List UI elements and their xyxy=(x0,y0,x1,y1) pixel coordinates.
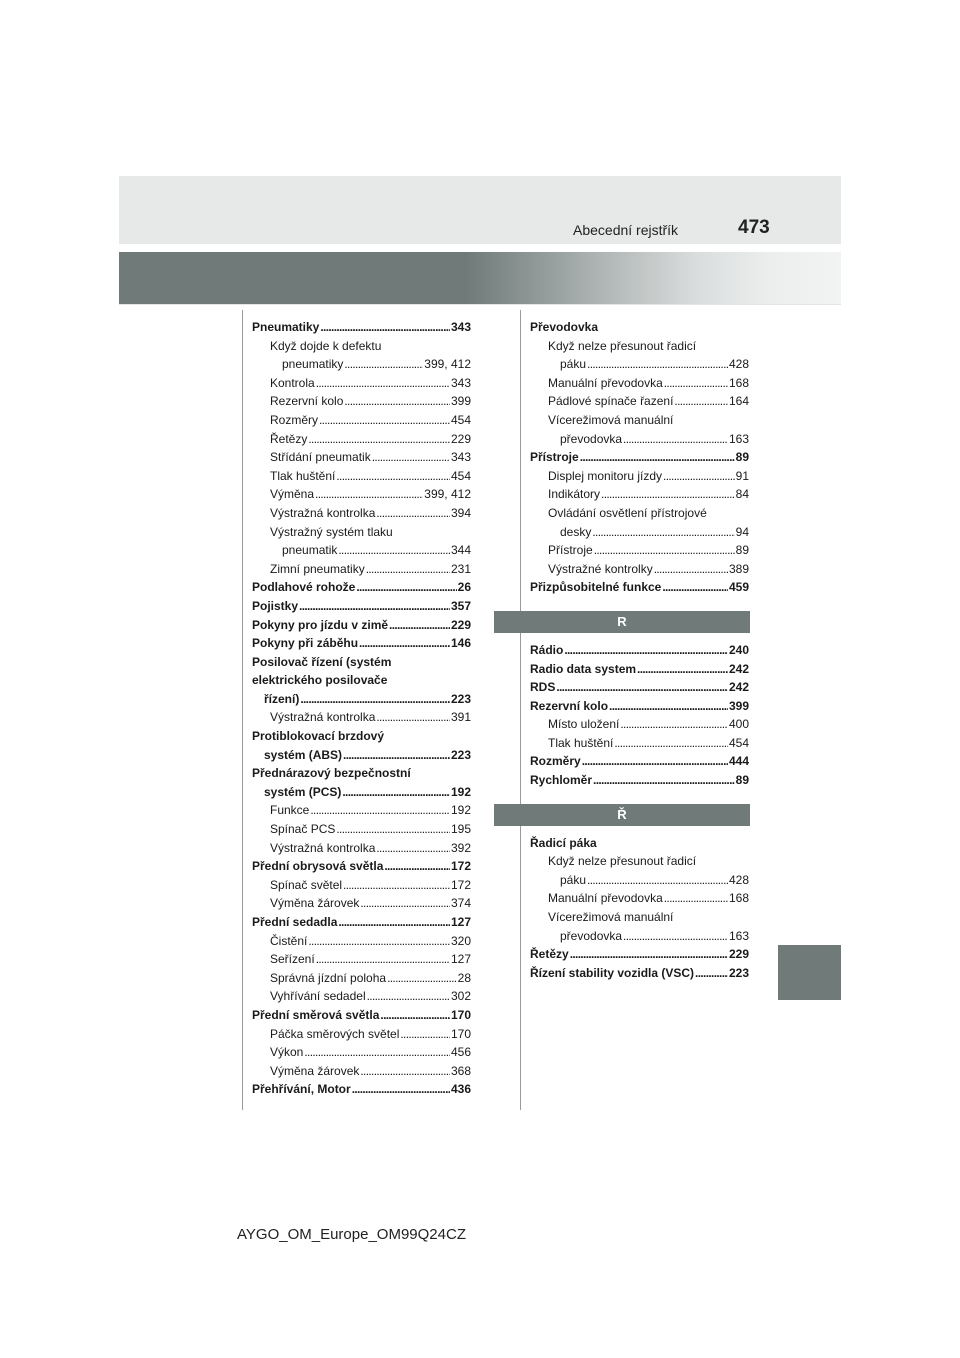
index-entry-page: 302 xyxy=(450,989,471,1004)
dot-leader xyxy=(564,641,728,660)
dot-leader xyxy=(580,448,735,467)
column-divider-left xyxy=(242,310,243,1110)
index-entry-term: Rezervní kolo xyxy=(270,394,344,409)
index-entry-term: Přední sedadla xyxy=(252,915,338,929)
index-entry[interactable] xyxy=(530,485,749,504)
index-entry-page: 357 xyxy=(450,598,471,613)
index-entry-page: 428 xyxy=(728,872,749,887)
dot-leader xyxy=(695,964,728,983)
document-code: AYGO_OM_Europe_OM99Q24CZ xyxy=(237,1226,466,1243)
dot-leader xyxy=(319,411,450,430)
dot-leader xyxy=(587,871,728,890)
index-entry-term: Správná jízdní poloha xyxy=(270,970,387,985)
dot-leader xyxy=(389,616,450,635)
index-entry-page: 172 xyxy=(450,859,471,874)
dot-leader xyxy=(336,820,450,839)
column-divider-middle xyxy=(520,310,521,1110)
dot-leader xyxy=(376,839,450,858)
dot-leader xyxy=(310,801,450,820)
index-entry[interactable] xyxy=(530,374,749,393)
index-entry-term: Přední obrysová světla xyxy=(252,859,384,874)
index-entry-page: 28 xyxy=(457,970,471,985)
section-spacer xyxy=(530,790,749,804)
index-entry-term: Radio data system xyxy=(530,661,637,676)
index-entry[interactable] xyxy=(252,894,471,913)
index-entry-page: 192 xyxy=(450,803,471,818)
section-letter-header: Ř xyxy=(494,804,750,826)
dot-leader xyxy=(343,876,450,895)
dot-leader xyxy=(300,690,450,709)
index-entry-term: Řetězy xyxy=(530,947,569,962)
dot-leader xyxy=(308,932,450,951)
index-entry-page: 389 xyxy=(728,561,749,576)
index-entry-page: 242 xyxy=(728,680,749,695)
index-entry[interactable] xyxy=(252,448,471,467)
index-entry-term: RDS xyxy=(530,680,556,695)
index-entry[interactable] xyxy=(252,932,471,951)
index-entry-term: Přední směrová světla xyxy=(252,1007,380,1022)
index-entry[interactable] xyxy=(530,697,749,716)
index-entry[interactable] xyxy=(530,734,749,753)
index-entry-term: Tlak huštění xyxy=(548,735,614,750)
index-entry-page: 146 xyxy=(450,636,471,651)
index-entry[interactable] xyxy=(530,578,749,597)
index-entry-page: 163 xyxy=(728,431,749,446)
index-entry-page: 399, 412 xyxy=(424,357,471,372)
index-column-left xyxy=(252,318,471,1099)
index-thumb-tab xyxy=(778,945,841,1000)
index-entry-term: Manuální převodovka xyxy=(548,375,663,390)
index-entry[interactable] xyxy=(252,1062,471,1081)
index-entry-term: Indikátory xyxy=(548,487,601,502)
dot-leader xyxy=(344,392,450,411)
index-entry-line: Ovládání osvětlení přístrojové xyxy=(548,505,707,520)
index-entry-page: 26 xyxy=(457,580,471,595)
index-entry-page: 374 xyxy=(450,896,471,911)
index-entry[interactable] xyxy=(252,560,471,579)
index-entry-line: Když nelze přesunout řadicí xyxy=(548,338,697,353)
index-entry-term: Páčka směrových světel xyxy=(270,1026,400,1041)
index-entry-page: 84 xyxy=(735,487,749,502)
index-entry-page: 94 xyxy=(735,524,749,539)
dot-leader xyxy=(367,987,450,1006)
index-entry-term: páku xyxy=(560,357,587,372)
dot-leader xyxy=(614,734,728,753)
index-entry-page: 459 xyxy=(728,580,749,595)
index-entry-term: Rychloměr xyxy=(530,773,593,788)
dot-leader xyxy=(400,1025,450,1044)
index-entry[interactable] xyxy=(252,820,471,839)
index-entry[interactable] xyxy=(530,355,749,374)
index-entry[interactable] xyxy=(252,430,471,449)
index-entry-term: řízení) xyxy=(264,691,300,706)
index-entry[interactable] xyxy=(252,541,471,560)
index-entry-term: Místo uložení xyxy=(548,717,620,732)
index-entry-term: Přístroje xyxy=(548,543,593,558)
index-entry-page: 170 xyxy=(450,1007,471,1022)
dot-leader xyxy=(342,783,450,802)
index-entry-term: páku xyxy=(560,872,587,887)
dot-leader xyxy=(343,746,450,765)
index-entry-term: Kontrola xyxy=(270,375,315,390)
index-entry-term: Spínač PCS xyxy=(270,822,336,837)
section-spacer xyxy=(530,597,749,611)
index-entry-page: 195 xyxy=(450,822,471,837)
dot-leader xyxy=(376,708,450,727)
index-entry-page: 343 xyxy=(450,450,471,465)
index-entry[interactable] xyxy=(530,945,749,964)
dot-leader xyxy=(299,597,450,616)
index-entry-term: převodovka xyxy=(560,928,623,943)
index-entry-page: 242 xyxy=(728,661,749,676)
index-entry-page: 320 xyxy=(450,933,471,948)
index-entry-page: 454 xyxy=(450,412,471,427)
dot-leader xyxy=(623,430,728,449)
index-entry-page: 229 xyxy=(450,431,471,446)
dot-leader xyxy=(372,448,450,467)
dot-leader xyxy=(664,889,728,908)
dot-leader xyxy=(593,771,735,790)
dot-leader xyxy=(570,945,728,964)
dot-leader xyxy=(582,752,728,771)
dot-leader xyxy=(360,1062,450,1081)
index-entry[interactable] xyxy=(252,913,471,932)
index-entry-term: Přizpůsobitelné funkce xyxy=(530,580,662,595)
index-entry-page: 229 xyxy=(728,947,749,962)
index-entry-page: 392 xyxy=(450,840,471,855)
index-entry[interactable] xyxy=(530,678,749,697)
dot-leader xyxy=(387,969,457,988)
dot-leader xyxy=(637,660,728,679)
dot-leader xyxy=(338,541,450,560)
index-entry[interactable] xyxy=(252,1006,471,1025)
index-entry-page: 163 xyxy=(728,928,749,943)
index-entry-line: Posilovač řízení (systém xyxy=(252,654,392,669)
index-entry-page: 164 xyxy=(728,394,749,409)
index-entry-page: 223 xyxy=(728,965,749,980)
index-entry[interactable] xyxy=(252,616,471,635)
dot-leader xyxy=(376,504,450,523)
dot-leader xyxy=(359,634,450,653)
index-entry-term: Výstražné kontrolky xyxy=(548,561,653,576)
index-entry-page: 127 xyxy=(450,915,471,929)
index-entry-page: 89 xyxy=(735,450,749,465)
index-entry-page: 223 xyxy=(450,691,471,706)
index-entry-term: Pojistky xyxy=(252,598,299,613)
dot-leader xyxy=(315,485,423,504)
index-entry[interactable] xyxy=(252,597,471,616)
index-entry[interactable] xyxy=(252,839,471,858)
dot-leader xyxy=(662,578,728,597)
index-entry[interactable] xyxy=(252,467,471,486)
index-entry-line: Když nelze přesunout řadicí xyxy=(548,854,697,869)
dot-leader xyxy=(316,374,450,393)
index-entry-term: Výstražná kontrolka xyxy=(270,840,376,855)
dot-leader xyxy=(663,467,735,486)
index-entry[interactable] xyxy=(252,857,471,876)
index-entry-term: Manuální převodovka xyxy=(548,891,663,906)
index-entry[interactable] xyxy=(252,634,471,653)
index-entry[interactable] xyxy=(530,771,749,790)
index-entry-term: desky xyxy=(560,524,592,539)
index-entry-page: 399, 412 xyxy=(424,487,471,502)
index-entry-line: elektrického posilovače xyxy=(252,673,388,688)
index-entry[interactable] xyxy=(530,448,749,467)
index-entry-term: systém (ABS) xyxy=(264,747,343,762)
index-entry[interactable] xyxy=(530,715,749,734)
index-column-right xyxy=(530,318,749,982)
index-entry-term: Seřízení xyxy=(270,952,315,967)
dot-leader xyxy=(654,560,728,579)
index-entry[interactable] xyxy=(252,783,471,802)
dot-leader xyxy=(674,392,728,411)
index-entry-line: Výstražný systém tlaku xyxy=(270,524,393,539)
index-entry-page: 454 xyxy=(450,468,471,483)
index-entry[interactable] xyxy=(530,927,749,946)
index-entry-page: 168 xyxy=(728,375,749,390)
dot-leader xyxy=(366,560,450,579)
index-entry[interactable] xyxy=(252,392,471,411)
dot-leader xyxy=(384,857,450,876)
index-entry[interactable] xyxy=(252,411,471,430)
dot-leader xyxy=(664,374,728,393)
index-entry-page: 391 xyxy=(450,710,471,725)
index-entry[interactable] xyxy=(252,708,471,727)
index-entry[interactable] xyxy=(530,889,749,908)
index-entry[interactable] xyxy=(530,541,749,560)
index-entry-page: 343 xyxy=(450,375,471,390)
index-entry-page: 229 xyxy=(450,617,471,632)
index-entry-term: Pneumatiky xyxy=(252,320,320,334)
index-entry[interactable] xyxy=(252,987,471,1006)
index-entry[interactable] xyxy=(252,876,471,895)
index-entry-line: Vícerežimová manuální xyxy=(548,910,674,925)
index-entry-line: Přednárazový bezpečnostní xyxy=(252,766,411,781)
dot-leader xyxy=(356,578,456,597)
index-entry[interactable] xyxy=(252,1025,471,1044)
dot-leader xyxy=(360,894,450,913)
index-entry-page: 343 xyxy=(450,320,471,334)
index-entry[interactable] xyxy=(252,690,471,709)
index-entry[interactable] xyxy=(252,1080,471,1099)
index-entry-term: Výstražná kontrolka xyxy=(270,505,376,520)
index-entry-term: pneumatik xyxy=(282,543,338,558)
index-entry[interactable] xyxy=(252,485,471,504)
index-entry[interactable] xyxy=(530,752,749,771)
index-entry-page: 454 xyxy=(728,735,749,750)
index-entry-page: 172 xyxy=(450,877,471,892)
index-entry-page: 344 xyxy=(450,543,471,558)
index-entry-page: 223 xyxy=(450,747,471,762)
dot-leader xyxy=(620,715,728,734)
dot-leader xyxy=(587,355,728,374)
index-entry-page: 89 xyxy=(735,773,749,788)
index-entry-term: Displej monitoru jízdy xyxy=(548,468,663,483)
index-entry[interactable] xyxy=(530,392,749,411)
index-entry-term: Řízení stability vozidla (VSC) xyxy=(530,965,695,980)
index-entry[interactable] xyxy=(252,746,471,765)
index-entry-term: převodovka xyxy=(560,431,623,446)
dot-leader xyxy=(623,927,728,946)
index-entry-line: Vícerežimová manuální xyxy=(548,412,674,427)
index-entry[interactable] xyxy=(530,523,749,542)
index-entry-page: 394 xyxy=(450,505,471,520)
index-entry-term: Rezervní kolo xyxy=(530,698,609,713)
header-gradient-band xyxy=(119,252,841,304)
index-entry[interactable] xyxy=(252,801,471,820)
dot-leader xyxy=(336,467,450,486)
index-entry[interactable] xyxy=(530,871,749,890)
index-entry-page: 89 xyxy=(735,543,749,558)
header-divider xyxy=(119,304,841,305)
dot-leader xyxy=(320,318,450,337)
index-entry-page: 231 xyxy=(450,561,471,576)
dot-leader xyxy=(316,950,450,969)
index-entry[interactable] xyxy=(252,374,471,393)
index-entry[interactable] xyxy=(530,467,749,486)
dot-leader xyxy=(609,697,728,716)
index-entry[interactable] xyxy=(252,504,471,523)
index-entry-term: Rozměry xyxy=(530,754,581,769)
index-entry-term: Přístroje xyxy=(530,450,579,465)
dot-leader xyxy=(308,430,450,449)
index-entry-term: Střídání pneumatik xyxy=(270,450,371,465)
index-entry[interactable] xyxy=(252,578,471,597)
index-entry-page: 399 xyxy=(728,698,749,713)
index-entry-page: 368 xyxy=(450,1063,471,1078)
index-entry-term: Pokyny pro jízdu v zimě xyxy=(252,617,389,632)
index-entry-line: Když dojde k defektu xyxy=(270,338,382,353)
index-entry-page: 456 xyxy=(450,1045,471,1060)
index-entry-term: Funkce xyxy=(270,803,310,818)
index-entry-term: Podlahové rohože xyxy=(252,580,356,595)
index-entry[interactable] xyxy=(252,1043,471,1062)
dot-leader xyxy=(380,1006,450,1025)
index-entry-line: Řadicí páka xyxy=(530,835,597,850)
index-entry-term: Zimní pneumatiky xyxy=(270,561,365,576)
index-entry-term: Rádio xyxy=(530,642,564,657)
section-letter-header: R xyxy=(494,611,750,633)
index-entry[interactable] xyxy=(252,355,471,374)
page-header-title: Abecední rejstřík xyxy=(573,222,679,238)
index-entry-line: Protiblokovací brzdový xyxy=(252,729,385,744)
index-entry[interactable] xyxy=(530,430,749,449)
index-entry-term: systém (PCS) xyxy=(264,784,342,799)
index-entry[interactable] xyxy=(530,560,749,579)
dot-leader xyxy=(352,1080,450,1099)
index-entry[interactable] xyxy=(530,660,749,679)
index-entry-term: Přehřívání, Motor xyxy=(252,1082,351,1097)
index-entry-term: Pádlové spínače řazení xyxy=(548,394,674,409)
index-entry-page: 91 xyxy=(735,468,749,483)
index-entry-page: 127 xyxy=(450,952,471,967)
index-entry-term: Výkon xyxy=(270,1045,304,1060)
index-entry-page: 168 xyxy=(728,891,749,906)
index-entry[interactable] xyxy=(530,641,749,660)
index-entry[interactable] xyxy=(252,318,471,337)
index-entry-term: Výměna žárovek xyxy=(270,896,360,911)
index-entry-term: pneumatiky xyxy=(282,357,344,372)
dot-leader xyxy=(338,913,450,932)
index-entry-term: Rozměry xyxy=(270,412,319,427)
index-entry[interactable] xyxy=(252,950,471,969)
dot-leader xyxy=(556,678,728,697)
index-entry-term: Výměna žárovek xyxy=(270,1063,360,1078)
index-entry[interactable] xyxy=(252,969,471,988)
page-number: 473 xyxy=(738,217,770,238)
index-entry-page: 444 xyxy=(728,754,749,769)
index-entry-page: 240 xyxy=(728,642,749,657)
index-entry-page: 170 xyxy=(450,1026,471,1041)
dot-leader xyxy=(601,485,735,504)
dot-leader xyxy=(304,1043,450,1062)
index-entry-term: Výměna xyxy=(270,487,315,502)
header-bar xyxy=(119,176,841,244)
index-entry-page: 192 xyxy=(450,784,471,799)
index-entry-page: 399 xyxy=(450,394,471,409)
index-entry-term: Tlak huštění xyxy=(270,468,336,483)
index-entry-page: 400 xyxy=(728,717,749,732)
index-entry[interactable] xyxy=(530,964,749,983)
index-entry-term: Pokyny při záběhu xyxy=(252,636,359,651)
index-entry-page: 428 xyxy=(728,357,749,372)
index-entry-term: Řetězy xyxy=(270,431,308,446)
dot-leader xyxy=(344,355,423,374)
index-entry-page: 436 xyxy=(450,1082,471,1097)
dot-leader xyxy=(594,541,735,560)
dot-leader xyxy=(592,523,734,542)
index-entry-term: Výstražná kontrolka xyxy=(270,710,376,725)
index-entry-line: Převodovka xyxy=(530,320,599,334)
index-entry-term: Spínač světel xyxy=(270,877,343,892)
index-entry-term: Čistění xyxy=(270,933,308,948)
index-entry-term: Vyhřívání sedadel xyxy=(270,989,366,1004)
